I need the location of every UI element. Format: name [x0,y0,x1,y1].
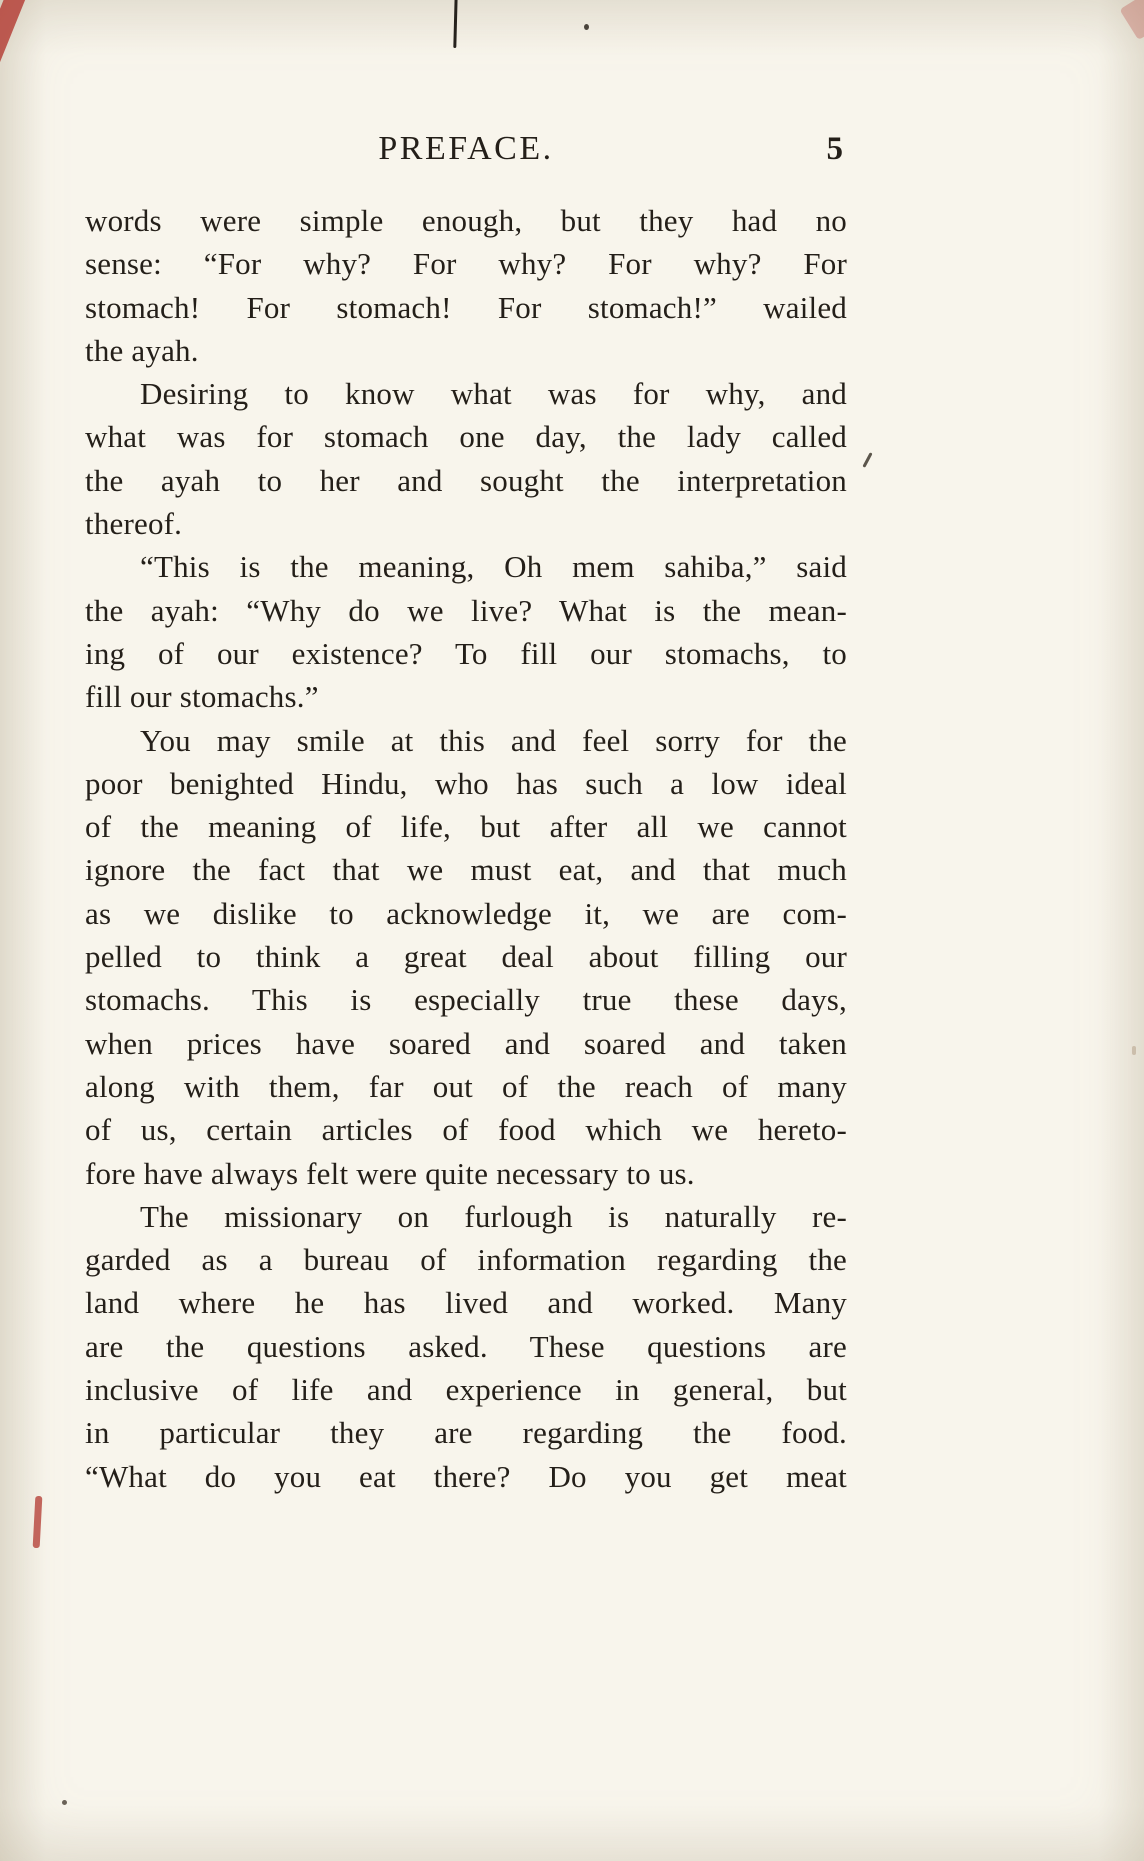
text-line: sense: “For why? For why? For why? For [85,246,847,282]
text-line: pelled to think a great deal about filling our [85,939,847,975]
paragraph [85,199,847,372]
text-line: fill our stomachs.” [85,679,319,715]
scan-mark-red-top-right [1119,0,1144,40]
text-line: “What do you eat there? Do you get meat [85,1458,847,1494]
text-line: of us, certain articles of food which we hereto- [85,1112,847,1148]
scan-mark-dot-top [584,24,589,30]
text-line: the ayah to her and sought the interpretation [85,462,847,498]
scan-mark-red-left [33,1496,43,1548]
text-line: thereof. [85,506,183,542]
text-line: of the meaning of life, but after all we cannot [85,809,847,845]
scan-mark-dot-bottom [62,1800,67,1805]
paragraph [85,719,847,1195]
scan-mark-vertical-line [453,0,457,48]
text-line: what was for stomach one day, the lady called [85,419,847,455]
text-line: ignore the fact that we must eat, and that much [85,852,847,888]
scan-mark-accent-right [862,452,872,468]
text-line: “This is the meaning, Oh mem sahiba,” said [140,549,847,585]
scan-mark-speck-right [1132,1046,1136,1055]
paragraph [85,372,847,545]
text-line: stomachs. This is especially true these days, [85,982,847,1018]
text-line: the ayah: “Why do we live? What is the mean- [85,592,847,628]
page-number: 5 [826,131,843,167]
text-line: as we dislike to acknowledge it, we are com- [85,895,847,931]
text-line: garded as a bureau of information regarding the [85,1242,847,1278]
text-line: when prices have soared and soared and taken [85,1025,847,1061]
paragraph [85,1195,847,1498]
text-line: inclusive of life and experience in general, but [85,1372,847,1408]
text-line: words were simple enough, but they had no [85,203,847,238]
text-line: Desiring to know what was for why, and [140,376,847,412]
text-line: along with them, far out of the reach of many [85,1068,847,1104]
page-header [85,126,847,172]
text-line: land where he has lived and worked. Many [85,1285,847,1321]
text-block [85,199,847,1498]
text-line: You may smile at this and feel sorry for the [140,722,847,758]
text-line: in particular they are regarding the food. [85,1415,847,1451]
text-line: fore have always felt were quite necessary to us. [85,1155,695,1191]
text-line: ing of our existence? To fill our stomachs, to [85,635,847,671]
text-line: poor benighted Hindu, who has such a low ideal [85,765,847,801]
text-line: the ayah. [85,332,199,368]
scan-mark-red-top-left [0,0,29,73]
text-line: The missionary on furlough is naturally re- [140,1198,847,1234]
text-line: stomach! For stomach! For stomach!” wailed [85,289,847,325]
text-line: are the questions asked. These questions are [85,1328,847,1364]
page-title: PREFACE. [378,130,554,167]
paragraph [85,545,847,718]
